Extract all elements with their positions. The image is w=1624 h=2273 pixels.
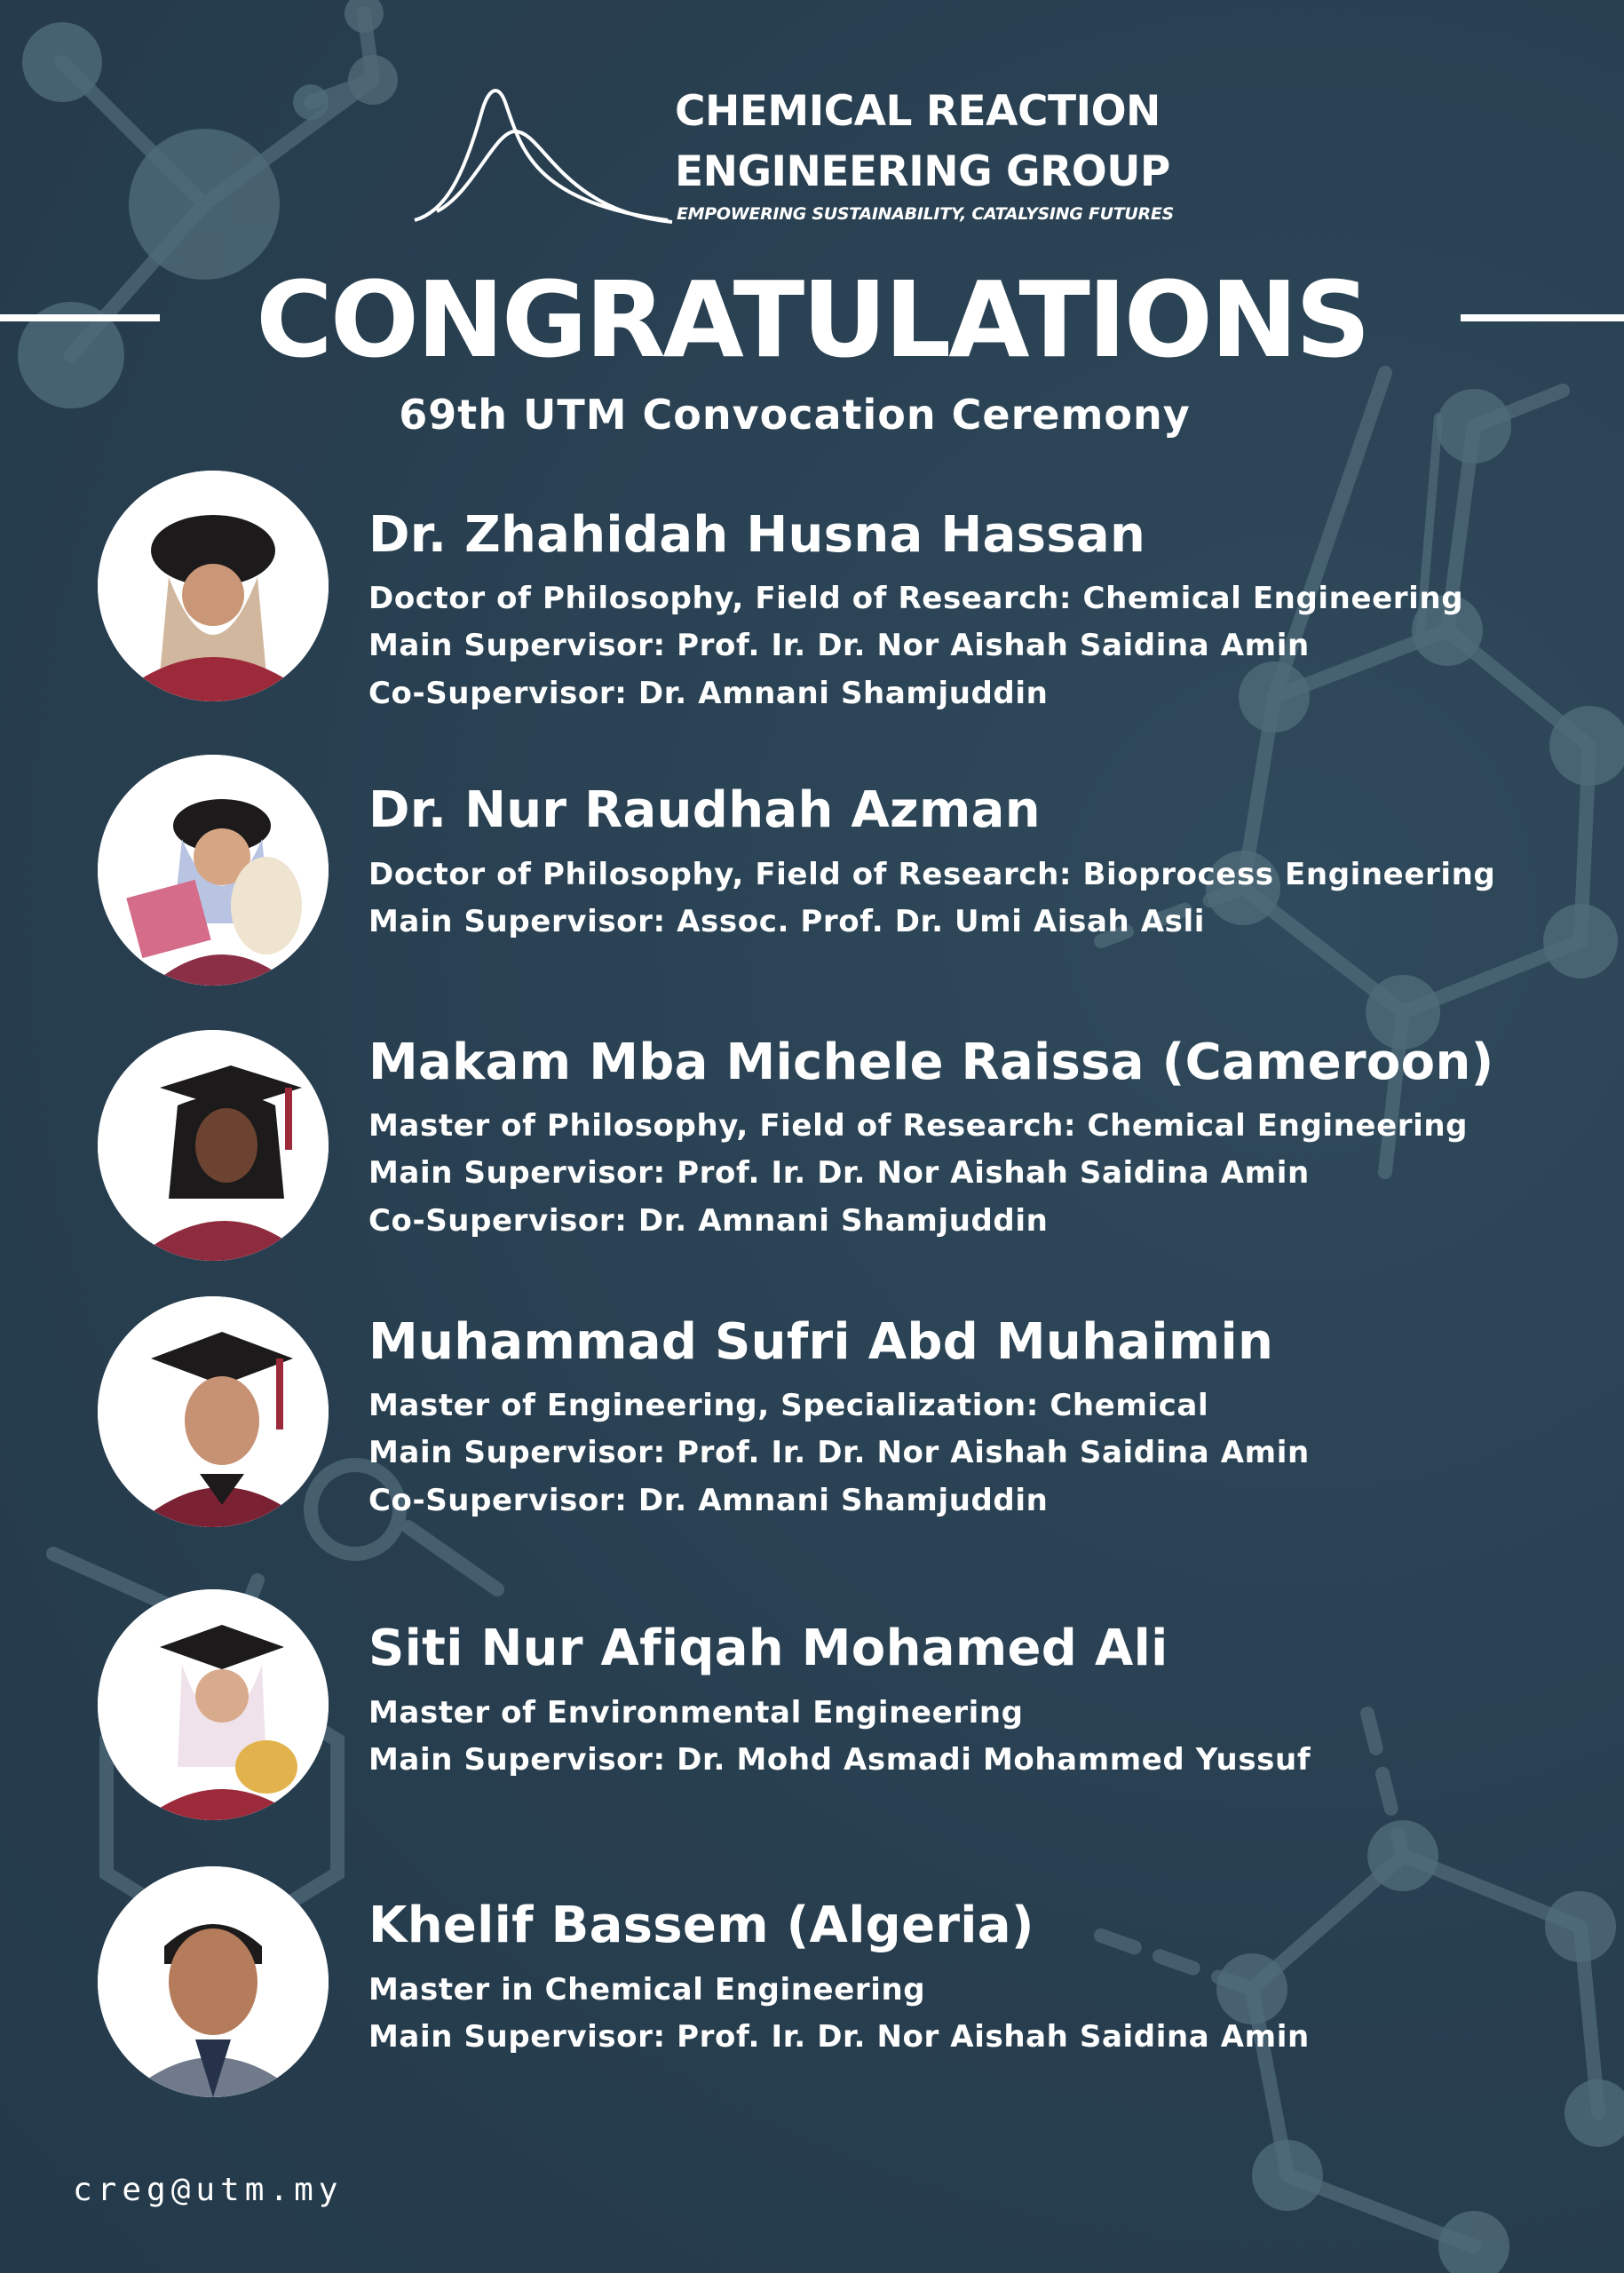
graduate-co-supervisor: Co-Supervisor: Dr. Amnani Shamjuddin [368, 676, 1049, 711]
graduate-name: Dr. Nur Raudhah Azman [368, 781, 1041, 839]
graduate-main-supervisor: Main Supervisor: Prof. Ir. Dr. Nor Aishah Saidina Amin [368, 1155, 1310, 1191]
graduate-photo [98, 1589, 329, 1820]
graduate-name: Makam Mba Michele Raissa (Cameroon) [368, 1034, 1494, 1091]
graduate-degree: Doctor of Philosophy, Field of Research: Chemical Engineering [368, 581, 1464, 616]
contact-email: creg@utm.my [73, 2172, 344, 2208]
graduate-name: Khelif Bassem (Algeria) [368, 1897, 1034, 1954]
graduate-name: Siti Nur Afiqah Mohamed Ali [368, 1620, 1168, 1677]
graduate-photo [98, 755, 329, 986]
logo-line-1: CHEMICAL REACTION [675, 87, 1161, 136]
peak-curve-logo-icon [410, 78, 677, 229]
graduate-co-supervisor: Co-Supervisor: Dr. Amnani Shamjuddin [368, 1483, 1049, 1518]
graduate-main-supervisor: Main Supervisor: Dr. Mohd Asmadi Mohammed Yussuf [368, 1742, 1311, 1778]
graduate-degree: Master of Engineering, Specialization: Chemical [368, 1388, 1209, 1423]
logo-line-2: ENGINEERING GROUP [675, 147, 1170, 196]
graduate-main-supervisor: Main Supervisor: Assoc. Prof. Dr. Umi Aisah Asli [368, 904, 1206, 939]
graduate-photo [98, 1866, 329, 2097]
graduate-name: Muhammad Sufri Abd Muhaimin [368, 1313, 1274, 1371]
graduate-degree: Doctor of Philosophy, Field of Research: Bioprocess Engineering [368, 857, 1496, 892]
graduate-degree: Master of Environmental Engineering [368, 1695, 1024, 1730]
graduate-photo [98, 1030, 329, 1261]
graduate-photo [98, 471, 329, 701]
graduate-photo [98, 1296, 329, 1527]
group-logo [410, 78, 1192, 229]
graduate-degree: Master of Philosophy, Field of Research: Chemical Engineering [368, 1108, 1469, 1144]
graduate-main-supervisor: Main Supervisor: Prof. Ir. Dr. Nor Aishah Saidina Amin [368, 628, 1310, 663]
graduate-main-supervisor: Main Supervisor: Prof. Ir. Dr. Nor Aishah Saidina Amin [368, 1435, 1310, 1470]
graduate-degree: Master in Chemical Engineering [368, 1972, 926, 2008]
graduate-name: Dr. Zhahidah Husna Hassan [368, 506, 1146, 564]
graduate-co-supervisor: Co-Supervisor: Dr. Amnani Shamjuddin [368, 1203, 1049, 1239]
headline: CONGRATULATIONS [256, 258, 1368, 381]
graduate-main-supervisor: Main Supervisor: Prof. Ir. Dr. Nor Aishah Saidina Amin [368, 2019, 1310, 2055]
logo-tagline: EMPOWERING SUSTAINABILITY, CATALYSING FUTURES [677, 204, 1174, 224]
subheadline: 69th UTM Convocation Ceremony [399, 391, 1191, 439]
